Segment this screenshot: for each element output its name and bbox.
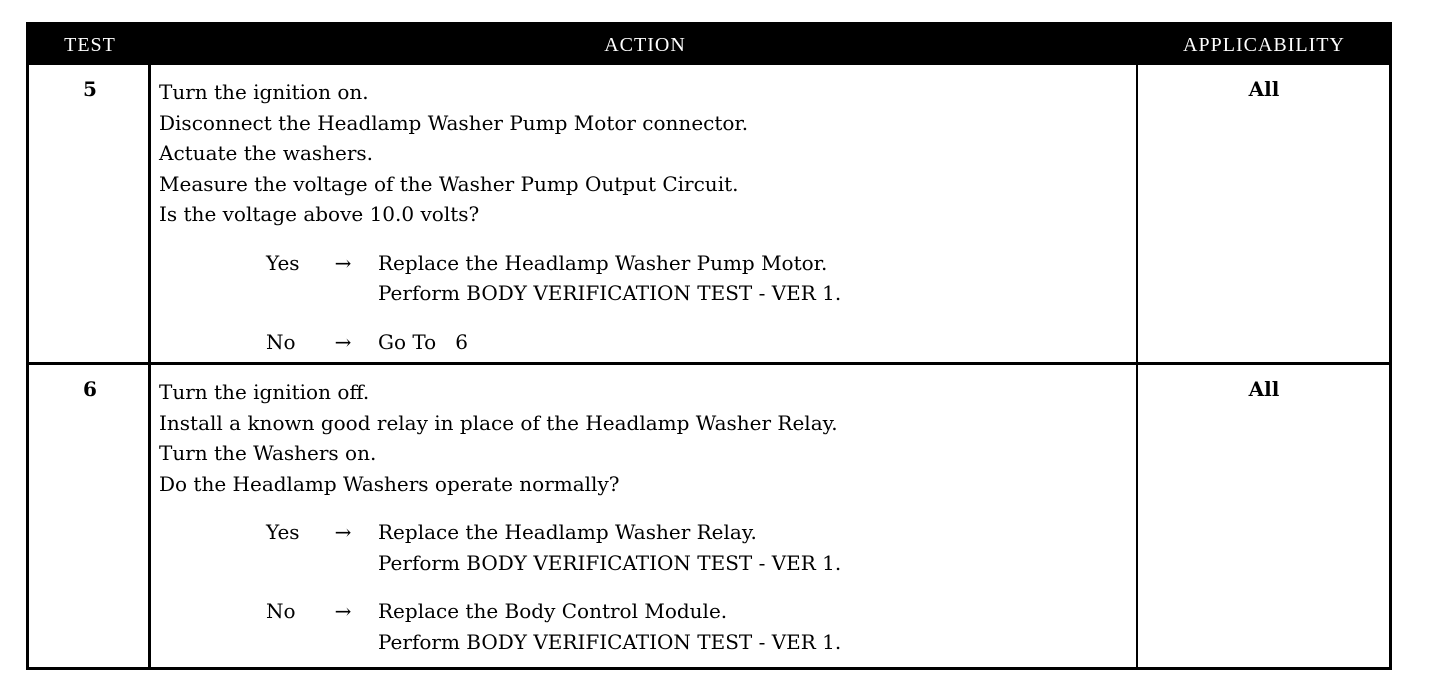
action-step: Disconnect the Headlamp Washer Pump Motor connector. (159, 110, 749, 135)
right-arrow-icon: → (334, 520, 352, 544)
outcome-line: Perform BODY VERIFICATION TEST - VER 1. (378, 629, 842, 654)
outcome-instructions (378, 248, 1129, 309)
outcome-line: Perform BODY VERIFICATION TEST - VER 1. (378, 550, 842, 575)
action-cell (159, 377, 1129, 657)
action-step: Turn the ignition off. (159, 380, 370, 404)
outcome-label-yes: Yes (266, 520, 300, 544)
outcome-instructions (378, 596, 1129, 657)
right-arrow-icon: → (334, 250, 352, 275)
action-question: Is the voltage above 10.0 volts? (159, 202, 480, 226)
outcome-instructions (378, 517, 1129, 578)
outcome-no (266, 596, 1129, 657)
test-number: 5 (83, 77, 97, 101)
action-step: Actuate the washers. (159, 141, 374, 165)
right-arrow-icon: → (334, 329, 352, 354)
outcome-label-no: No (266, 599, 296, 623)
table-header-row (29, 25, 1389, 65)
header-test: TEST (64, 34, 116, 56)
action-step: Measure the voltage of the Washer Pump Output Circuit. (159, 171, 739, 196)
test-number: 6 (83, 377, 97, 401)
outcome-instructions (378, 327, 1129, 358)
action-step: Turn the Washers on. (159, 441, 377, 465)
outcome-line: Perform BODY VERIFICATION TEST - VER 1. (378, 281, 842, 305)
action-cell (159, 77, 1129, 357)
action-step: Turn the ignition on. (159, 80, 369, 104)
header-applicability: APPLICABILITY (1183, 34, 1345, 56)
action-question: Do the Headlamp Washers operate normally? (159, 471, 620, 496)
outcome-line: Replace the Headlamp Washer Relay. (378, 520, 757, 544)
outcome-yes (266, 517, 1129, 578)
outcome-no (266, 327, 1129, 358)
outcome-label-no: No (266, 329, 296, 354)
outcome-yes (266, 248, 1129, 309)
table-row (29, 365, 1389, 667)
right-arrow-icon: → (334, 599, 352, 623)
outcome-label-yes: Yes (266, 250, 300, 275)
header-action: ACTION (604, 34, 686, 56)
applicability-value: All (1248, 77, 1280, 101)
action-step: Install a known good relay in place of the Headlamp Washer Relay. (159, 410, 838, 435)
applicability-value: All (1248, 377, 1280, 401)
outcome-line: Replace the Body Control Module. (378, 599, 728, 623)
table-row (29, 65, 1389, 365)
outcome-line: Replace the Headlamp Washer Pump Motor. (378, 250, 828, 275)
outcome-line: Go To 6 (378, 329, 468, 354)
diagnostic-test-table (26, 22, 1392, 670)
